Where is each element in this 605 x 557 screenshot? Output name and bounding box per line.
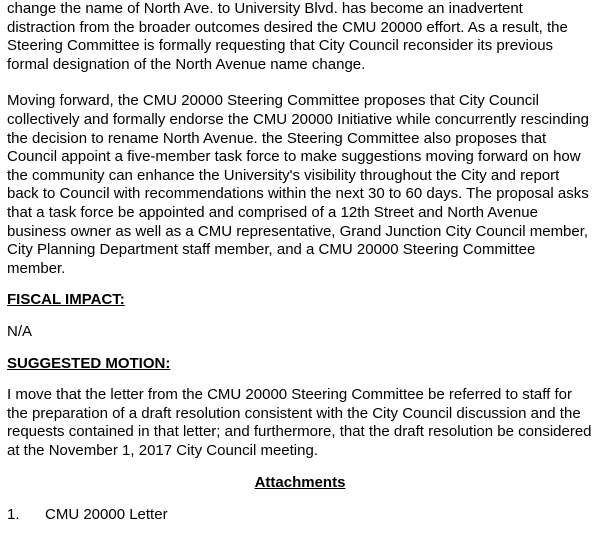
paragraph-moving-forward: Moving forward, the CMU 20000 Steering Committee proposes that City Council collectively and formally endorse the CMU 20000 Initiative while concurrently rescinding the decision to rename North Avenue. the Steering Committee also proposes that Council appoint a five-member task force to make suggestions moving forward on how the community can enhance the University's visibility throughout the City and report back to Council with recommendations within the next 30 to 60 days. The proposal asks that a task force be appointed and comprised of a 12th Street and North Avenue business owner as well as a CMU representative, Grand Junction City Council member, City Planning Department staff member, and a CMU 20000 Steering Committee member. bbox=[7, 92, 589, 277]
attachment-label: CMU 20000 Letter bbox=[45, 506, 168, 524]
paragraph-continued: change the name of North Ave. to University Blvd. has become an inadvertent distraction from the broader outcomes desired the CMU 20000 effort. As a result, the Steering Committee is formally requesting that City Council reconsider its previous formal designation of the North Avenue name change. bbox=[7, 0, 568, 73]
attachments-list bbox=[7, 506, 595, 525]
attachment-item[interactable] bbox=[7, 506, 595, 525]
suggested-motion-heading: SUGGESTED MOTION: bbox=[7, 354, 171, 372]
fiscal-impact-heading: FISCAL IMPACT: bbox=[7, 291, 125, 309]
attachments-heading: Attachments bbox=[254, 474, 346, 492]
fiscal-impact-value: N/A bbox=[7, 322, 33, 340]
attachment-number: 1. bbox=[7, 506, 20, 524]
suggested-motion-text: I move that the letter from the CMU 20000 Steering Committee be referred to staff for the preparation of a draft resolution consistent with the City Council discussion and the requests contained in that letter; and furthermore, that the draft resolution be considered at the November 1, 2017 City Council meeting. bbox=[7, 386, 592, 459]
